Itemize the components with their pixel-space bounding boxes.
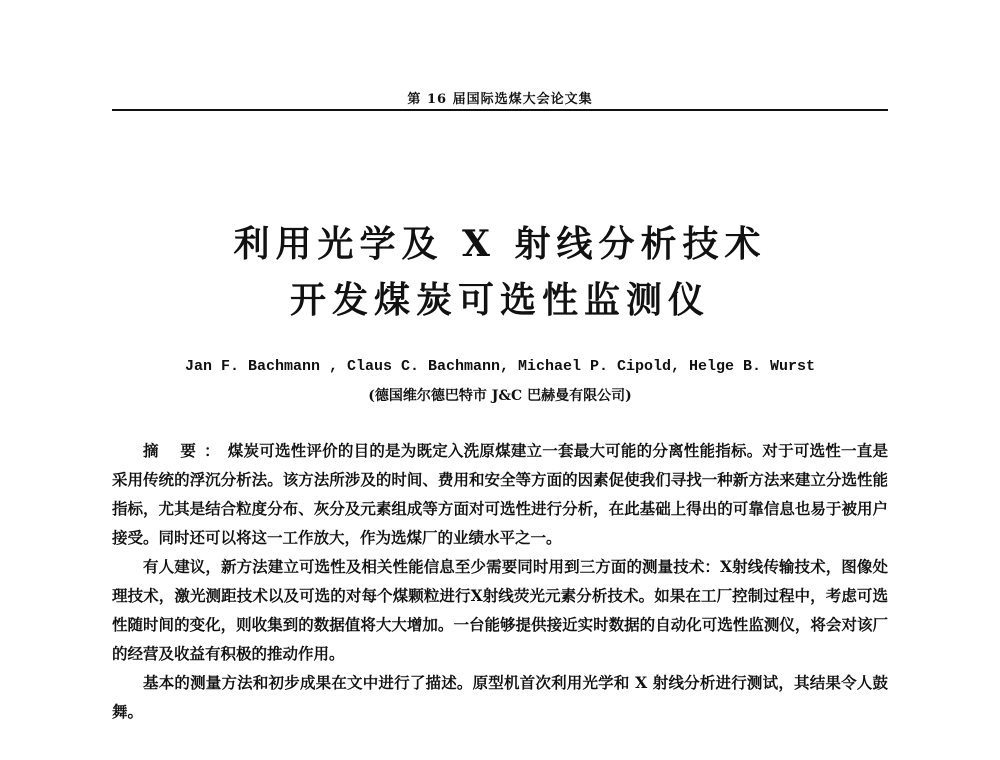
abstract-body: [112, 436, 888, 726]
paper-title-line-2: 开发煤炭可选性监测仪: [289, 279, 710, 321]
header-rule: [112, 109, 888, 111]
body-paragraph: 基本的测量方法和初步成果在文中进行了描述。原型机首次利用光学和 X 射线分析进行测试，其结果令人鼓舞。: [112, 673, 888, 721]
author-affiliation: (德国维尔德巴特市 J&C 巴赫曼有限公司): [368, 388, 632, 404]
abstract-paragraph: [112, 436, 888, 552]
abstract-label: 摘 要：: [143, 441, 228, 460]
author-list: Jan F. Bachmann , Claus C. Bachmann, Michael P. Cipold, Helge B. Wurst: [184, 358, 816, 375]
paper-title-line-1: 利用光学及 X 射线分析技术: [233, 223, 767, 265]
body-paragraph: 有人建议，新方法建立可选性及相关性能信息至少需要同时用到三方面的测量技术：X射线传输技术，图像处理技术，激光测距技术以及可选的对每个煤颗粒进行X射线荧光元素分析技术。如果在工厂控制过程中，考虑可选性随时间的变化，则收集到的数据值将大大增加。一台能够提供接近实时数据的自动化可选性监测仪，将会对该厂的经营及收益有积极的推动作用。: [112, 557, 888, 663]
paragraph-text: 煤炭可选性评价的目的是为既定入洗原煤建立一套最大可能的分离性能指标。对于可选性一直是采用传统的浮沉分析法。该方法所涉及的时间、费用和安全等方面的因素促使我们寻找一种新方法来建立分选性能指标，尤其是结合粒度分布、灰分及元素组成等方面对可选性进行分析，在此基础上得出的可靠信息也易于被用户接受。同时还可以将这一工作放大，作为选煤厂的业绩水平之一。: [112, 441, 888, 547]
running-header: 第 16 届国际选煤大会论文集: [407, 92, 593, 107]
